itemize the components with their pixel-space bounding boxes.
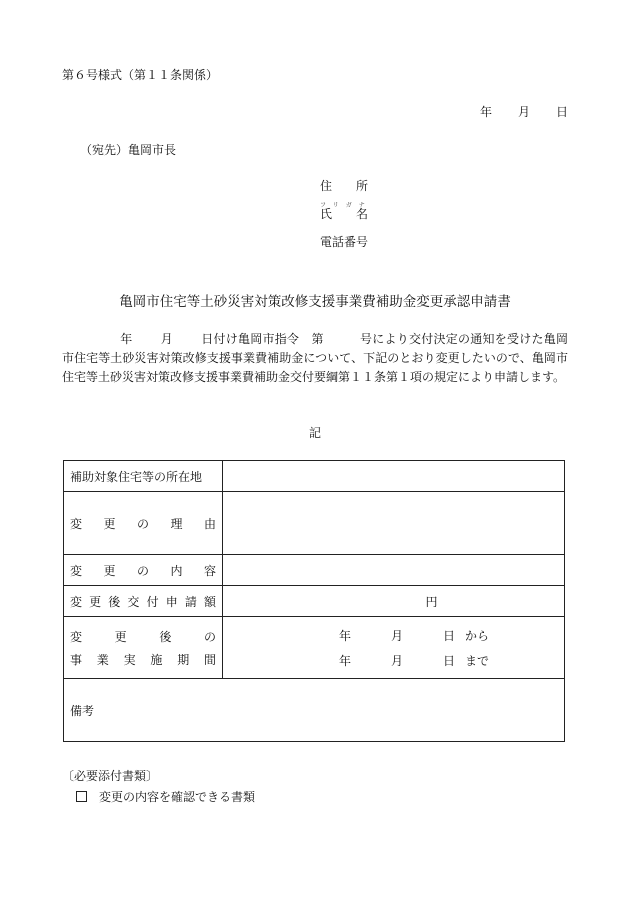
attachment-item-label: 変更の内容を確認できる書類 xyxy=(99,790,256,804)
period-field[interactable] xyxy=(223,617,565,679)
date-month: 月 xyxy=(518,105,531,119)
body-ref-suffix: 号により交付決定の通知を受けた亀岡市住宅等土砂災害対策改修支援事業費補助金について、下記のとおり変更したいので、亀岡市住宅等土砂災害対策改修支援事業費補助金交付要綱第１１条第１項の規定により申請します。 xyxy=(62,332,568,384)
reason-field[interactable] xyxy=(223,492,565,555)
reason-label-cell xyxy=(64,492,223,555)
addressee: （宛先）亀岡市長 xyxy=(80,143,177,157)
amount-label: 変 更 後 交 付 申 請 額 xyxy=(70,594,216,609)
document-title: 亀岡市住宅等土砂災害対策改修支援事業費補助金変更承認申請書 xyxy=(119,294,511,310)
date-line xyxy=(480,103,568,120)
period-label-cell xyxy=(64,617,223,679)
body-year: 年 xyxy=(120,332,133,346)
body-month: 月 xyxy=(160,332,173,346)
form-number: 第６号様式（第１１条関係） xyxy=(62,68,219,82)
period-label-2: 事 業 実 施 期 間 xyxy=(70,652,216,667)
furigana-label: フリガナ xyxy=(320,202,372,209)
address-label: 住所 xyxy=(320,179,393,193)
location-label: 補助対象住宅等の所在地 xyxy=(64,461,223,492)
content-label-cell xyxy=(64,555,223,586)
attachments-heading: 〔必要添付書類〕 xyxy=(62,769,159,783)
amount-unit: 円 xyxy=(425,594,438,609)
amount-label-cell xyxy=(64,586,223,617)
period-label-1: 変 更 後 の xyxy=(70,629,216,644)
content-field[interactable] xyxy=(223,555,565,586)
name-label: 氏名 xyxy=(320,207,393,221)
location-field[interactable] xyxy=(223,461,565,492)
period-from: 年 月 日 から xyxy=(339,628,490,643)
application-table xyxy=(63,460,565,742)
body-paragraph xyxy=(62,330,568,387)
period-to: 年 月 日 まで xyxy=(339,653,490,668)
date-year: 年 xyxy=(480,105,493,119)
date-day: 日 xyxy=(556,105,569,119)
body-ref-prefix: 日付け亀岡市指令 第 xyxy=(201,332,324,346)
attachment-item xyxy=(76,788,255,805)
remarks-cell[interactable] xyxy=(64,679,565,742)
checkbox-icon[interactable] xyxy=(76,791,87,802)
phone-label: 電話番号 xyxy=(320,235,369,249)
content-label: 変 更 の 内 容 xyxy=(70,563,216,578)
remarks-label: 備考 xyxy=(70,703,95,718)
ki-heading: 記 xyxy=(308,426,321,440)
amount-field[interactable] xyxy=(223,586,565,617)
reason-label: 変 更 の 理 由 xyxy=(70,516,216,531)
applicant-block xyxy=(320,179,392,263)
